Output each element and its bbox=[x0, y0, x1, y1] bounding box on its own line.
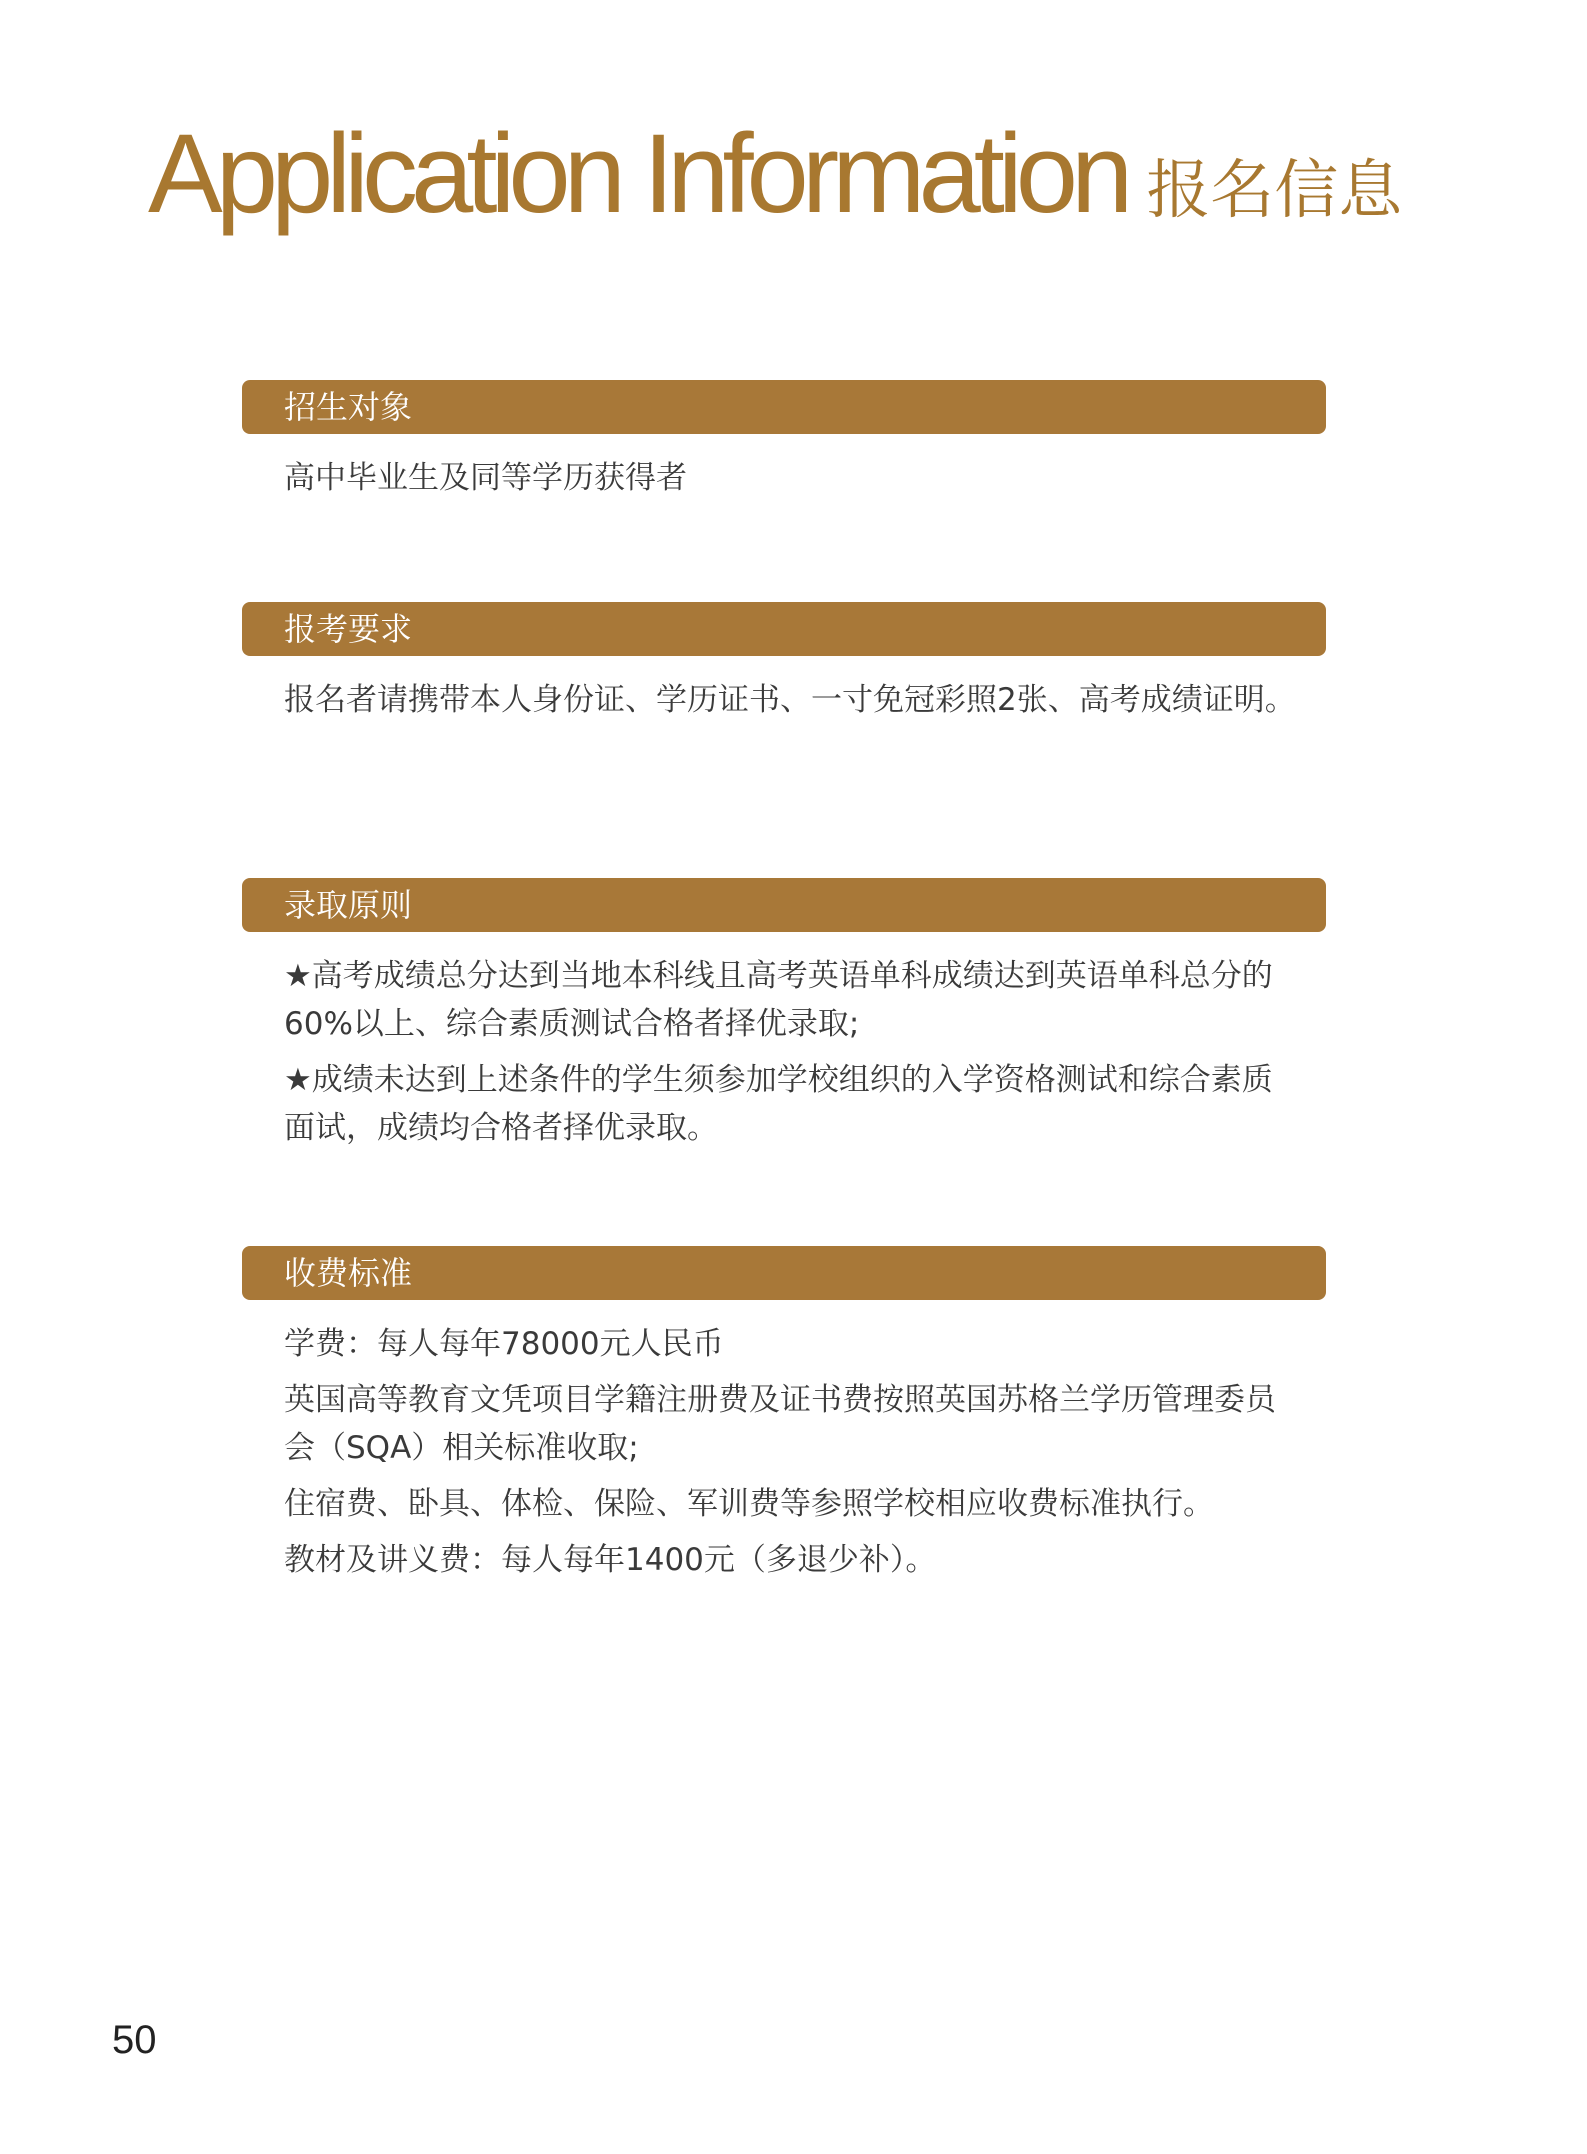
section-paragraph: 住宿费、卧具、体检、保险、军训费等参照学校相应收费标准执行。 bbox=[284, 1486, 1214, 1522]
section-paragraph: 报名者请携带本人身份证、学历证书、一寸免冠彩照2张、高考成绩证明。 bbox=[284, 682, 1296, 718]
section-body bbox=[242, 1320, 1326, 1584]
section-heading: 报考要求 bbox=[242, 602, 1326, 656]
section-application-requirements bbox=[242, 602, 1326, 732]
section-paragraph: ★成绩未达到上述条件的学生须参加学校组织的入学资格测试和综合素质面试，成绩均合格者择优录取。 bbox=[284, 1062, 1273, 1146]
section-paragraph: 学费：每人每年78000元人民币 bbox=[284, 1326, 724, 1362]
section-enrollment-target bbox=[242, 380, 1326, 510]
section-paragraph: ★高考成绩总分达到当地本科线且高考英语单科成绩达到英语单科总分的60%以上、综合素质测试合格者择优录取; bbox=[284, 958, 1273, 1042]
page-title-english: Application Information bbox=[148, 111, 1127, 236]
section-fee-standards bbox=[242, 1246, 1326, 1592]
section-admission-principles bbox=[242, 878, 1326, 1160]
section-body bbox=[242, 676, 1326, 724]
section-heading: 招生对象 bbox=[242, 380, 1326, 434]
page-title bbox=[148, 111, 1403, 236]
section-heading: 录取原则 bbox=[242, 878, 1326, 932]
section-paragraph: 教材及讲义费：每人每年1400元（多退少补）。 bbox=[284, 1542, 937, 1578]
section-paragraph: 高中毕业生及同等学历获得者 bbox=[284, 460, 687, 496]
section-paragraph: 英国高等教育文凭项目学籍注册费及证书费按照英国苏格兰学历管理委员会（SQA）相关标准收取; bbox=[284, 1382, 1276, 1466]
section-body bbox=[242, 952, 1326, 1152]
section-heading: 收费标准 bbox=[242, 1246, 1326, 1300]
page-title-chinese: 报名信息 bbox=[1146, 154, 1403, 228]
section-body bbox=[242, 454, 1326, 502]
page-number: 50 bbox=[112, 2018, 157, 2062]
